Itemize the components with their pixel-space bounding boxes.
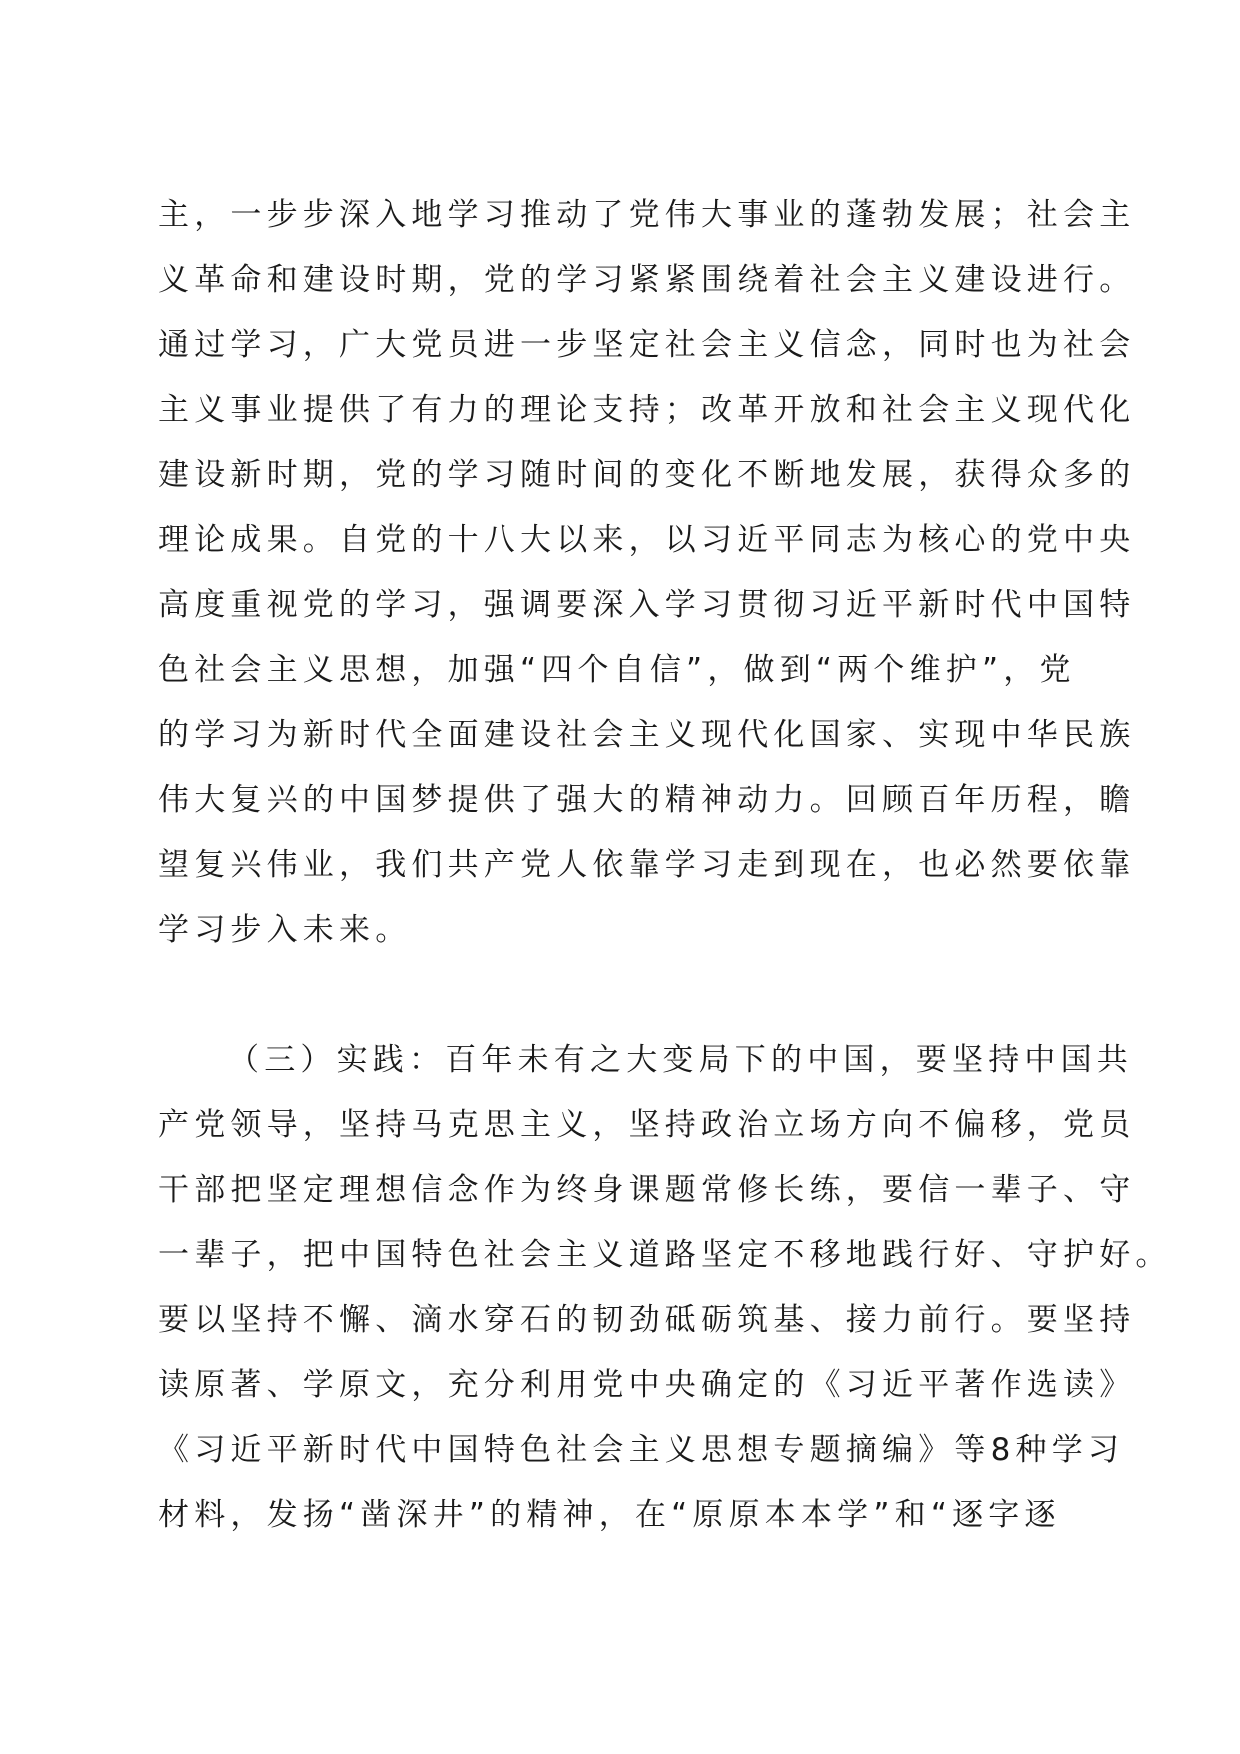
- text-line: 理论成果。自党的十八大以来，以习近平同志为核心的党中央: [158, 522, 1136, 558]
- text-line: 主，一步步深入地学习推动了党伟大事业的蓬勃发展；社会主: [158, 197, 1136, 233]
- text-line: 《习近平新时代中国特色社会主义思想专题摘编》等8种学习: [158, 1432, 1125, 1468]
- text-line: （三）实践：百年未有之大变局下的中国，要坚持中国共: [228, 1042, 1133, 1078]
- text-line: 义革命和建设时期，党的学习紧紧围绕着社会主义建设进行。: [158, 262, 1136, 298]
- text-line: 建设新时期，党的学习随时间的变化不断地发展，获得众多的: [158, 457, 1136, 493]
- text-line: 干部把坚定理想信念作为终身课题常修长练，要信一辈子、守: [158, 1172, 1136, 1208]
- text-line: 产党领导，坚持马克思主义，坚持政治立场方向不偏移，党员: [158, 1107, 1136, 1143]
- text-line: 主义事业提供了有力的理论支持；改革开放和社会主义现代化: [158, 392, 1136, 428]
- text-line: 望复兴伟业，我们共产党人依靠学习走到现在，也必然要依靠: [158, 847, 1136, 883]
- text-line: 要以坚持不懈、滴水穿石的韧劲砥砺筑基、接力前行。要坚持: [158, 1302, 1136, 1338]
- text-line: 材料，发扬“凿深井”的精神，在“原原本本学”和“逐字逐: [158, 1497, 1061, 1533]
- text-line: 高度重视党的学习，强调要深入学习贯彻习近平新时代中国特: [158, 587, 1136, 623]
- text-line: 一辈子，把中国特色社会主义道路坚定不移地践行好、守护好。: [158, 1237, 1172, 1273]
- text-line: 色社会主义思想，加强“四个自信”，做到“两个维护”，党: [158, 652, 1076, 688]
- text-line: 伟大复兴的中国梦提供了强大的精神动力。回顾百年历程，瞻: [158, 782, 1136, 818]
- text-line: 学习步入未来。: [158, 912, 412, 948]
- text-line: 通过学习，广大党员进一步坚定社会主义信念，同时也为社会: [158, 327, 1136, 363]
- text-line: 的学习为新时代全面建设社会主义现代化国家、实现中华民族: [158, 717, 1136, 753]
- text-line: 读原著、学原文，充分利用党中央确定的《习近平著作选读》: [158, 1367, 1136, 1403]
